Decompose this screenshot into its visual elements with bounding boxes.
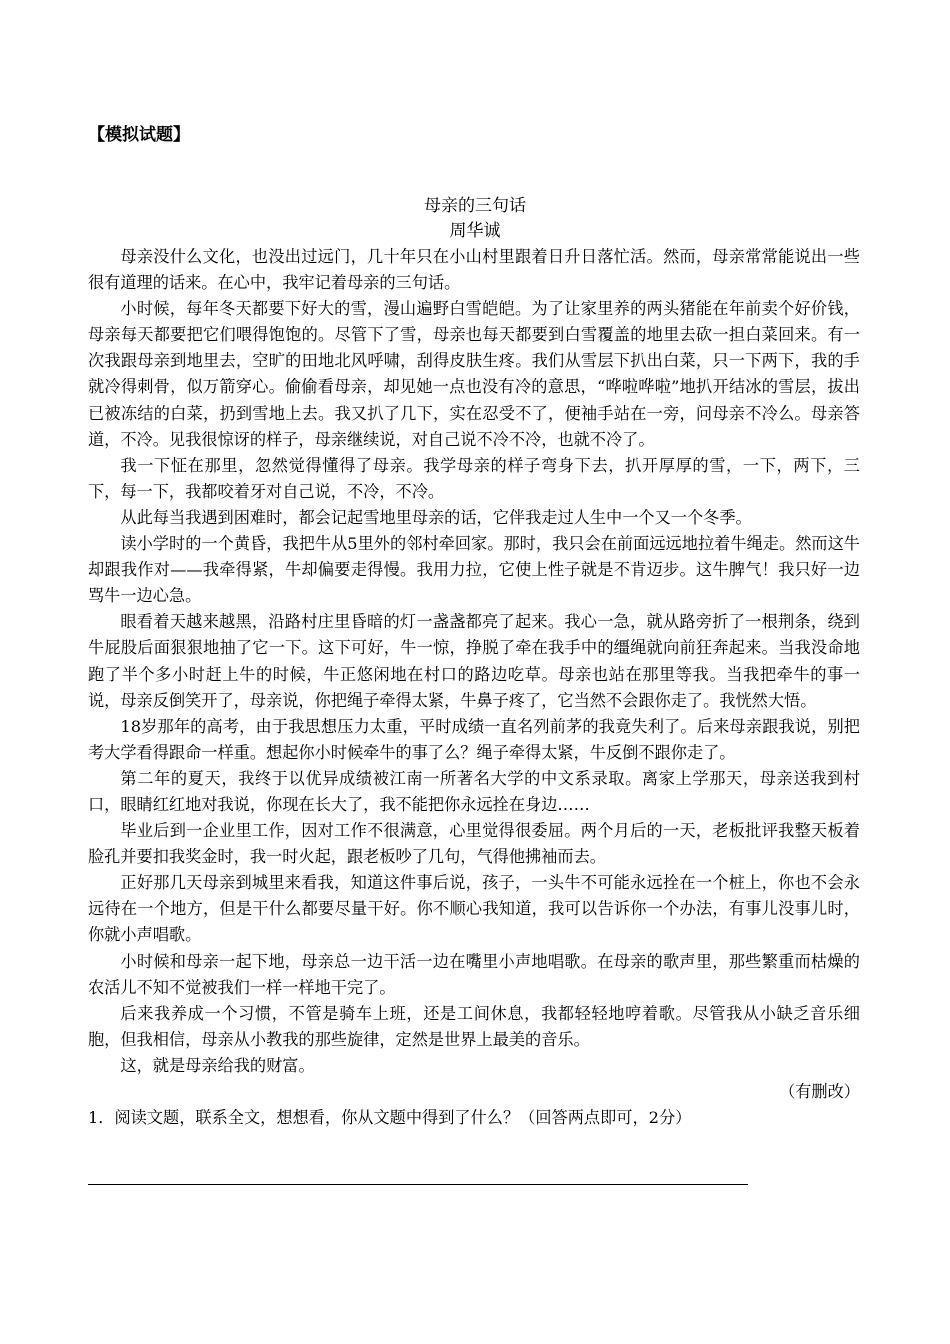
paragraph: 后来我养成一个习惯，不管是骑车上班，还是工间休息，我都轻轻地哼着歌。尽管我从小缺乏音乐细胞，但我相信，母亲从小教我的那些旋律，定然是世界上最美的音乐。 — [88, 1003, 860, 1049]
paragraph: 小时候，每年冬天都要下好大的雪，漫山遍野白雪皑皑。为了让家里养的两头猪能在年前卖个好价钱，母亲每天都要把它们喂得饱饱的。尽管下了雪，母亲也每天都要到白雪覆盖的地里去砍一担白菜回来。有一次我跟母亲到地里去，空旷的田地北风呼啸，刮得皮肤生疼。我们从雪层下扒出白菜，只一下两下，我的手就冷得刺骨，似万箭穿心。偷偷看母亲，却见她一点也没有冷的意思，“哗啦哗啦”地扒开结冰的雪层，拔出已被冻结的白菜，扔到雪地上去。我又扒了几下，实在忍受不了，便袖手站在一旁，问母亲不冷么。母亲答道，不冷。见我很惊讶的样子，母亲继续说，对自己说不冷不冷，也就不冷了。 — [88, 299, 860, 449]
paragraph: 我一下怔在那里，忽然觉得懂得了母亲。我学母亲的样子弯身下去，扒开厚厚的雪，一下，两下，三下，每一下，我都咬着牙对自己说，不冷，不冷。 — [88, 455, 860, 501]
paragraph: 第二年的夏天，我终于以优异成绩被江南一所著名大学的中文系录取。离家上学那天，母亲送我到村口，眼睛红红地对我说，你现在长大了，我不能把你永远拴在身边…… — [88, 768, 860, 814]
section-heading: 【模拟试题】 — [88, 125, 190, 145]
paragraph: 小时候和母亲一起下地，母亲总一边干活一边在嘴里小声地唱歌。在母亲的歌声里，那些繁重而枯燥的农活儿不知不觉被我们一样一样地干完了。 — [88, 951, 860, 997]
paragraph: 从此每当我遇到困难时，都会记起雪地里母亲的话，它伴我走过人生中一个又一个冬季。 — [120, 507, 752, 527]
paragraph: 18岁那年的高考，由于我思想压力太重，平时成绩一直名列前茅的我竟失利了。后来母亲跟我说，别把考大学看得跟命一样重。想起你小时候牵牛的事了么？绳子牵得太紧，牛反倒不跟你走了。 — [88, 716, 860, 762]
paragraph: 母亲没什么文化，也没出过远门，几十年只在小山村里跟着日升日落忙活。然而，母亲常常能说出一些很有道理的话来。在心中，我牢记着母亲的三句话。 — [88, 247, 860, 293]
paragraph: 正好那几天母亲到城里来看我，知道这件事后说，孩子，一头牛不可能永远拴在一个桩上，你也不会永远待在一个地方，但是干什么都要尽量干好。你不顺心我知道，我可以告诉你一个办法，有事儿没事儿时，你就小声唱歌。 — [88, 873, 860, 945]
paragraph: 读小学时的一个黄昏，我把牛从5里外的邻村牵回家。那时，我只会在前面远远地拉着牛绳走。然而这牛却跟我作对——我牵得紧，牛却偏要走得慢。我用力拉，它使上性子就是不肯迈步。这牛脾气！我只好一边骂牛一边心急。 — [88, 534, 860, 606]
question-1: 1．阅读文题，联系全文，想想看，你从文题中得到了什么？（回答两点即可，2分） — [88, 1108, 692, 1128]
article-title: 母亲的三句话 — [424, 196, 526, 216]
paragraph: 眼看着天越来越黑，沿路村庄里昏暗的灯一盏盏都亮了起来。我心一急，就从路旁折了一根荆条，绕到牛屁股后面狠狠地抽了它一下。这下可好，牛一惊，挣脱了牵在我手中的缰绳就向前狂奔起来。当我没命地跑了半个多小时赶上牛的时候，牛正悠闲地在村口的路边吃草。母亲也站在那里等我。当我把牵牛的事一说，母亲反倒笑开了，母亲说，你把绳子牵得太紧，牛鼻子疼了，它当然不会跟你走了。我恍然大悟。 — [88, 612, 860, 710]
article-body — [88, 244, 860, 1131]
edit-note: （有删改） — [779, 1082, 860, 1101]
article-author: 周华诚 — [449, 221, 501, 241]
paragraph: 毕业后到一企业里工作，因对工作不很满意，心里觉得很委屈。两个月后的一天，老板批评我整天板着脸孔并要扣我奖金时，我一时火起，跟老板吵了几句，气得他拂袖而去。 — [88, 821, 860, 867]
answer-line[interactable] — [88, 1184, 748, 1185]
paragraph: 这，就是母亲给我的财富。 — [120, 1055, 315, 1075]
